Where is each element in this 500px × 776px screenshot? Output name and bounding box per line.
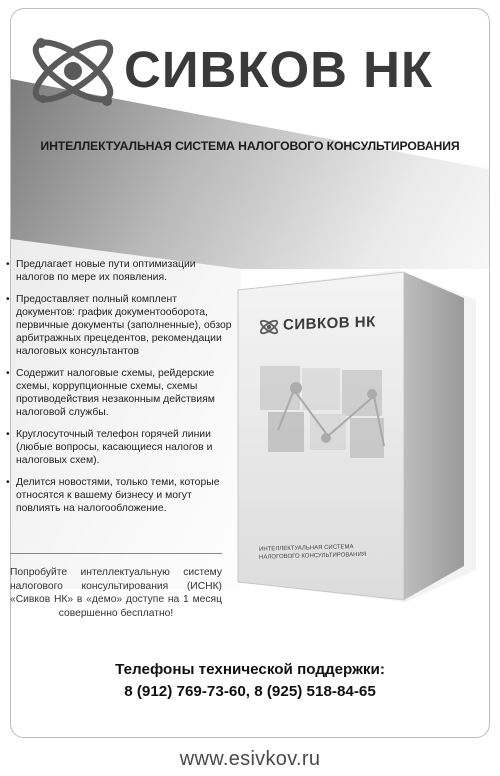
divider (10, 553, 222, 554)
support-phones: 8 (912) 769-73-60, 8 (925) 518-84-65 (124, 683, 376, 700)
atom-icon (258, 316, 280, 338)
list-item: • Предлагает новые пути оптимизации налогов по мере их появления. (6, 258, 232, 284)
website-link[interactable]: www.esivkov.ru (179, 748, 321, 770)
list-item: • Круглосуточный телефон горячей линии (любые вопросы, касающиеся налогов и налоговых схем). (6, 428, 232, 467)
feature-list (6, 258, 232, 524)
list-item: • Содержит налоговые схемы, рейдерские схемы, коррупционные схемы, схемы противодействия незаконным действиям налоговой службы. (6, 367, 232, 419)
trial-offer-text: Попробуйте интеллектуальную систему налогового консультирования (ИСНК) «Сивков НК» в «демо» доступе на 1 месяц совершенно бесплатно! (10, 567, 222, 619)
support-section (0, 659, 500, 703)
system-subtitle: ИНТЕЛЛЕКТУАЛЬНАЯ СИСТЕМА НАЛОГОВОГО КОНСУЛЬТИРОВАНИЯ (40, 139, 460, 153)
atom-icon (23, 21, 123, 121)
list-item: • Предоставляет полный комплент документов: график документооборота, первичные документы (заполненные), обзор арбитражных прецедентов, рекомендации налоговых консультантов (6, 293, 232, 358)
box-brand-title: СИВКОВ НК (283, 313, 376, 334)
support-label: Телефоны технической поддержки: (115, 661, 385, 678)
box-subtitle: ИНТЕЛЛЕКТУАЛЬНАЯ СИСТЕМА НАЛОГОВОГО КОНСУЛЬТИРОВАНИЯ (259, 544, 367, 561)
brand-title: СИВКОВ НК (124, 41, 434, 98)
list-item: • Делится новостями, только теми, которые относятся к вашему бизнесу и могут повлиять на налогообложение. (6, 476, 232, 515)
